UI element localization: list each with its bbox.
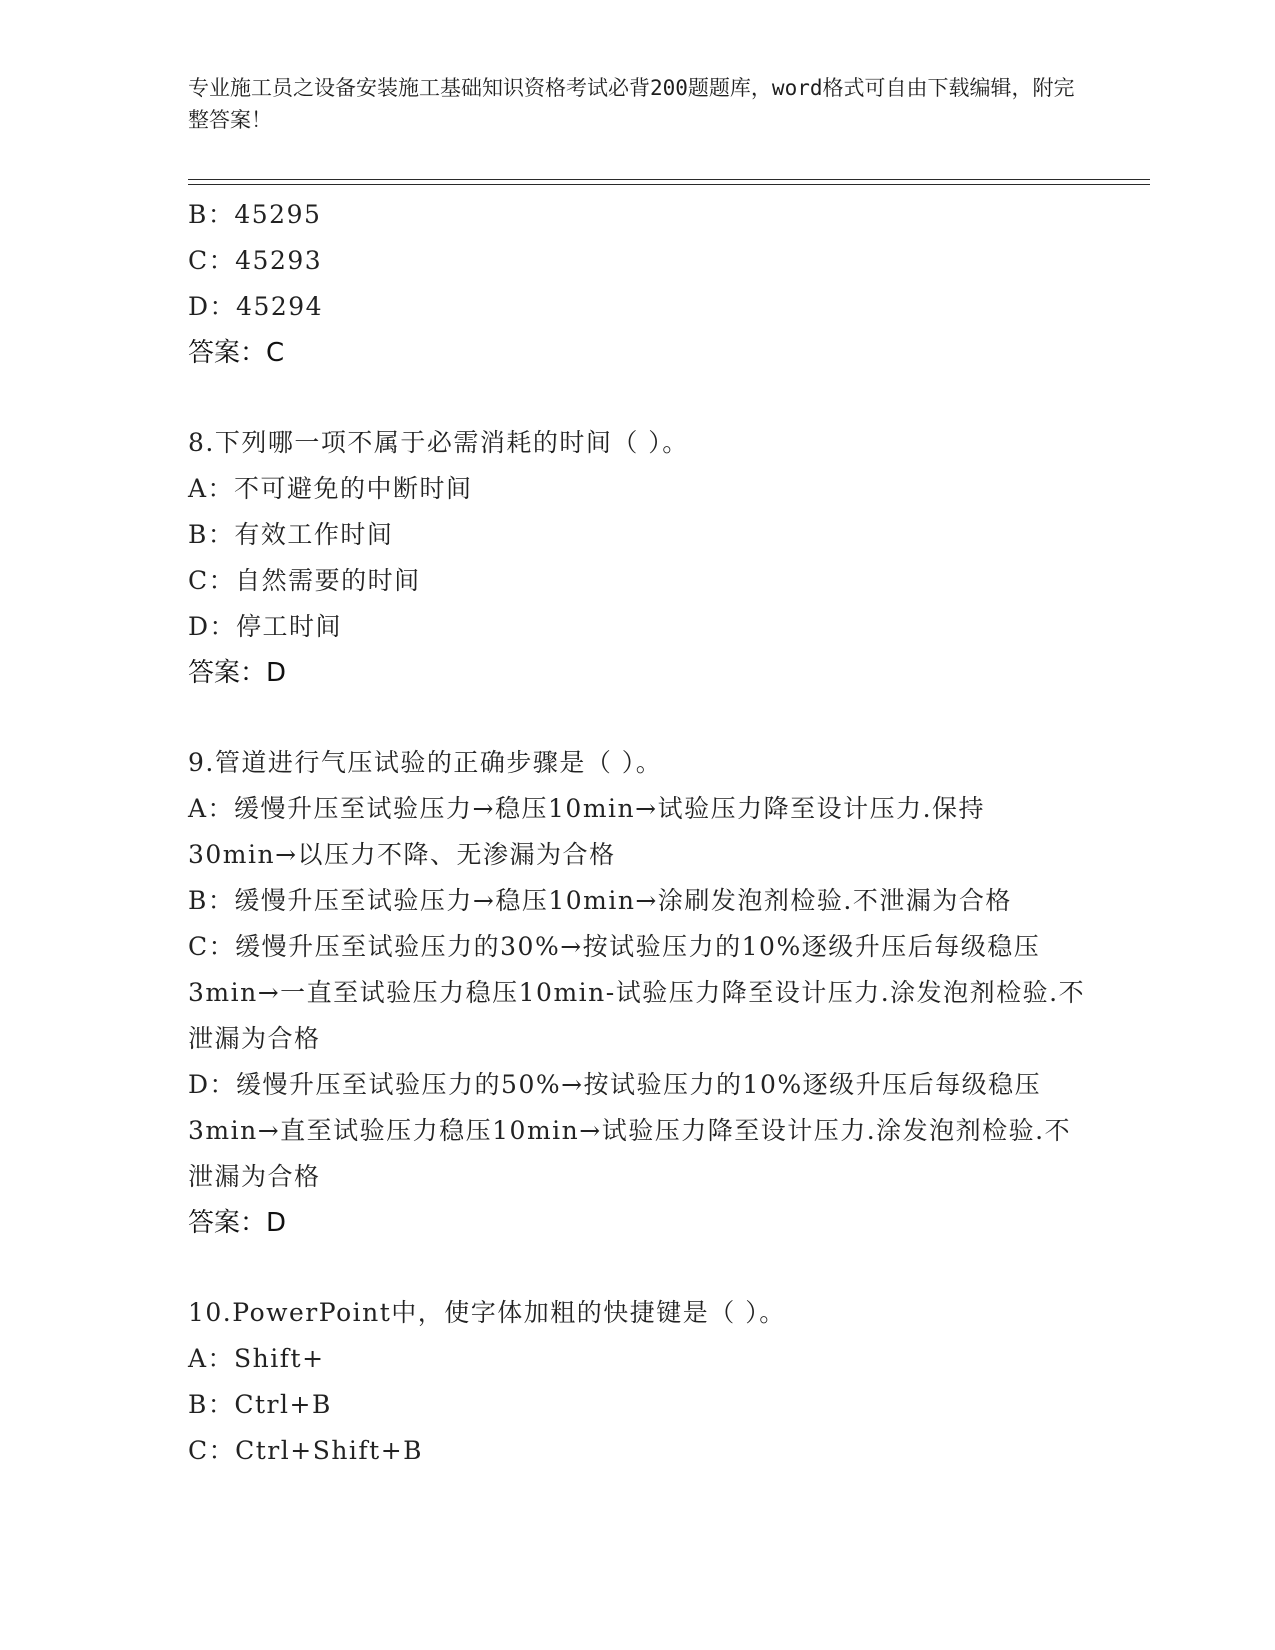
question-text: 8.下列哪一项不属于必需消耗的时间（ ）。 xyxy=(188,428,689,457)
header-divider-bottom xyxy=(188,184,1150,185)
question-text: 9.管道进行气压试验的正确步骤是（ ）。 xyxy=(188,748,663,777)
option-d: D：45294 xyxy=(188,292,324,321)
option-b: B：缓慢升压至试验压力→稳压10min→涂刷发泡剂检验.不泄漏为合格 xyxy=(188,886,1012,915)
option-c: C：自然需要的时间 xyxy=(188,566,421,595)
question-block-10 xyxy=(188,1290,1088,1474)
option-a: A：Shift+ xyxy=(188,1344,325,1373)
answer-label: 答案：C xyxy=(188,338,285,368)
option-c: C：Ctrl+Shift+B xyxy=(188,1436,424,1465)
question-block-7 xyxy=(188,192,1088,376)
question-block-9 xyxy=(188,740,1088,1246)
option-d: D：停工时间 xyxy=(188,612,343,641)
option-d: D：缓慢升压至试验压力的50%→按试验压力的10%逐级升压后每级稳压3min→直至试验压力稳压10min→试验压力降至设计压力.涂发泡剂检验.不泄漏为合格 xyxy=(188,1070,1072,1191)
question-block-8 xyxy=(188,420,1088,696)
option-a: A：缓慢升压至试验压力→稳压10min→试验压力降至设计压力.保持30min→以压力不降、无渗漏为合格 xyxy=(188,794,986,869)
option-c: C：缓慢升压至试验压力的30%→按试验压力的10%逐级升压后每级稳压3min→一直至试验压力稳压10min-试验压力降至设计压力.涂发泡剂检验.不泄漏为合格 xyxy=(188,932,1086,1053)
document-header: 专业施工员之设备安装施工基础知识资格考试必背200题题库，word格式可自由下载编辑，附完整答案！ xyxy=(188,76,1075,132)
option-c: C：45293 xyxy=(188,246,323,275)
header-divider-top xyxy=(188,179,1150,180)
answer-label: 答案：D xyxy=(188,1208,287,1238)
question-text: 10.PowerPoint中，使字体加粗的快捷键是（ ）。 xyxy=(188,1298,786,1327)
option-b: B：45295 xyxy=(188,200,322,229)
option-a: A：不可避免的中断时间 xyxy=(188,474,473,503)
question-list xyxy=(188,192,1088,1474)
answer-label: 答案：D xyxy=(188,658,287,688)
option-b: B：Ctrl+B xyxy=(188,1390,332,1419)
option-b: B：有效工作时间 xyxy=(188,520,394,549)
